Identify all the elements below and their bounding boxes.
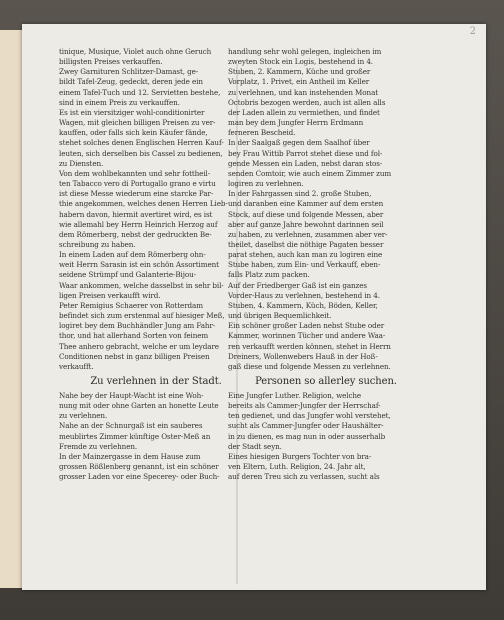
text-line: schreibung zu haben. [59,239,136,249]
text-line: wie allemahl bey Herrn Heinrich Herzog auf [59,219,218,229]
text-line: meublirtes Zimmer künftige Oster-Meß an [59,431,211,441]
text-line: sucht als Cammer-Jungfer oder Haushälter- [228,421,384,431]
text-line: Peter Remigius Schaerer von Rotterdam [59,300,203,310]
text-line: billigsten Preises verkauffen. [59,57,163,67]
text-line: habern davon, hiermit avertiret wird, es ist [59,209,213,219]
text-line: ligen Preisen verkaufft wird. [59,290,161,300]
text-line: Conditionen nebst in ganz billigen Preisen [59,351,210,361]
text-line: leuten, sich derselben bis Cassel zu bedienen, [59,148,223,158]
right-column [228,47,424,482]
text-line: Auf der Friedberger Gaß ist ein ganzes [228,280,367,290]
text-line: Nahe an der Schnurgaß ist ein sauberes [59,421,203,431]
left-column [59,47,253,482]
text-line: aber auf ganze Jahre bewohnt darinnen seil [228,219,384,229]
text-line: Vorder-Haus zu verlehnen, bestehend in 4. [228,290,380,300]
left-section-heading: Zu verlehnen in der Stadt. [90,376,222,387]
text-line: Es ist ein viersitziger wohl-conditionirter [59,107,205,117]
text-line: Waar ankommen, welche dasselbst in sehr bil- [59,280,224,290]
text-line: Stube haben, zum Ein- und Verkauff, eben- [228,260,381,270]
text-line: Stuben, 2. Kammern, Küche und großer [228,67,371,77]
text-line: Von dem wohlbekannten und sehr fottheil- [59,168,211,178]
text-line: Octobris bezogen werden, auch ist allen alls [228,97,386,107]
text-line: gaß diese und folgende Messen zu verlehnen. [228,361,391,371]
text-line: weit Herrn Sarasin ist ein schön Assortiment [59,260,219,270]
text-line: Stock, auf diese und folgende Messen, aber [228,209,384,219]
text-line: ist diese Messe wiederum eine starcke Par- [59,189,214,199]
text-line: logiret bey dem Buchhändler Jung am Fahr- [59,321,216,331]
text-line: zu verlehnen. [59,411,108,421]
right-column-paragraphs [228,47,424,372]
text-line: Eines hiesigen Burgers Tochter von bra- [228,451,372,461]
text-line: Stuben, 4. Kammern, Küch, Böden, Keller, [228,300,378,310]
text-line: bildt Tafel-Zeug, gedeckt, deren jede ein [59,77,203,87]
text-line: Ein schöner großer Laden nebst Stube oder [228,321,385,331]
text-line: logiren zu verlehnen. [228,179,304,189]
text-line: ven Eltern, Luth. Religion, 24. Jahr alt, [228,462,366,472]
text-line: parat stehen, auch kan man zu logiren eine [228,250,383,260]
text-line: dem Römerberg, nebst der gedruckten Be- [59,229,212,239]
text-line: Nahe bey der Haupt-Wacht ist eine Woh- [59,391,204,400]
text-line: Vorplatz, 1. Privet, ein Antheil im Keller [228,77,370,87]
text-line: thor, und hat allerhand Sorten von feinem [59,331,209,341]
text-line: In der Mainzergasse in dem Hause zum [59,451,201,461]
text-line: Kammer, worinnen Tücher und andere Waa- [228,331,386,341]
text-line: ten Tabacco vero di Portugallo grano e virtu [59,179,216,189]
right-column-paragraphs-b [228,391,424,482]
text-line: Zwey Garnituren Schlitzer-Damast, ge- [59,67,199,77]
text-line: einem Tafel-Tuch und 12. Servietten bestehe, [59,87,221,97]
text-line: zweyten Stock ein Logis, bestehend in 4. [228,57,373,67]
text-line: zu Diensten. [59,158,104,168]
text-line: ferneren Bescheid. [228,128,296,138]
text-line: in zu dienen, es mag nun in oder ausserhalb [228,431,386,441]
text-line: Eine Jungfer Luther. Religion, welche [228,391,362,400]
text-line: stehet solches denen Englischen Herren Kauf- [59,138,224,148]
text-line: kauffen, oder falls sich kein Käufer fände, [59,128,208,138]
text-line: grosser Laden vor eine Specerey- oder Buch- [59,472,220,482]
text-line: und übrigen Bequemlichkeit. [228,311,332,321]
text-line: In einem Laden auf dem Römerberg ohn- [59,250,206,260]
text-line: der Laden allein zu vermiethen, und findet [228,107,380,117]
text-line: bereits als Cammer-Jungfer der Herrschaf- [228,401,381,411]
page-number: 2 [469,26,476,37]
text-line: bey Frau Wittib Parrot stehet diese und fol- [228,148,383,158]
text-line: der Stadt seyn. [228,441,282,451]
text-line: thie angekommen, welches denen Herren Lieb- [59,199,228,209]
text-line: Thee anhero gebracht, welche er um leydare [59,341,219,351]
text-line: In der Saalgaß gegen dem Saalhof über [228,138,370,148]
text-line: In der Fahrgassen sind 2. große Stuben, [228,189,372,199]
right-section-heading: Personen so allerley suchen. [255,376,397,387]
left-column-paragraphs [59,47,253,372]
text-line: man bey dem Jungfer Herrn Erdmann [228,118,364,128]
text-line: ren verkaufft werden können, stehet in Herrn [228,341,391,351]
text-line: verkaufft. [59,361,94,371]
text-line: handlung sehr wohl gelegen, ingleichen im [228,47,382,56]
text-line: grossen Rößlenberg genannt, ist ein schöner [59,462,219,472]
text-line: sind in einem Preis zu verkauffen. [59,97,180,107]
text-line: senden Comtoir, wie auch einem Zimmer zum [228,168,392,178]
text-line: Dreiners, Wollenwebers Hauß in der Hoß- [228,351,378,361]
text-line: Wagen, mit gleichen billigen Preisen zu ver- [59,118,216,128]
text-line: zu haben, zu verlehnen, zusammen aber ver- [228,229,388,239]
text-line: auf deren Treu sich zu verlassen, sucht als [228,472,380,482]
text-line: tinique, Musique, Violet auch ohne Geruch [59,47,212,56]
text-line: theilet, daselbst die nöthige Pagaten besser [228,239,384,249]
text-line: seidene Strümpf und Galanterie-Bijou- [59,270,196,280]
text-line: ten gedienet, und das Jungfer wohl verstehet, [228,411,391,421]
text-line: Fremde zu verlehnen. [59,441,138,451]
text-line: nung mit oder ohne Garten an honette Leute [59,401,219,411]
text-line: befindet sich zum erstenmal auf hiesiger Meß, [59,311,225,321]
text-line: gende Messen ein Laden, nebst daran stos- [228,158,383,168]
text-line: zu verlehnen, und kan instehenden Monat [228,87,379,97]
left-column-paragraphs-b [59,391,253,482]
text-line: falls Platz zum packen. [228,270,310,280]
text-line: und daranben eine Kammer auf dem ersten [228,199,384,209]
